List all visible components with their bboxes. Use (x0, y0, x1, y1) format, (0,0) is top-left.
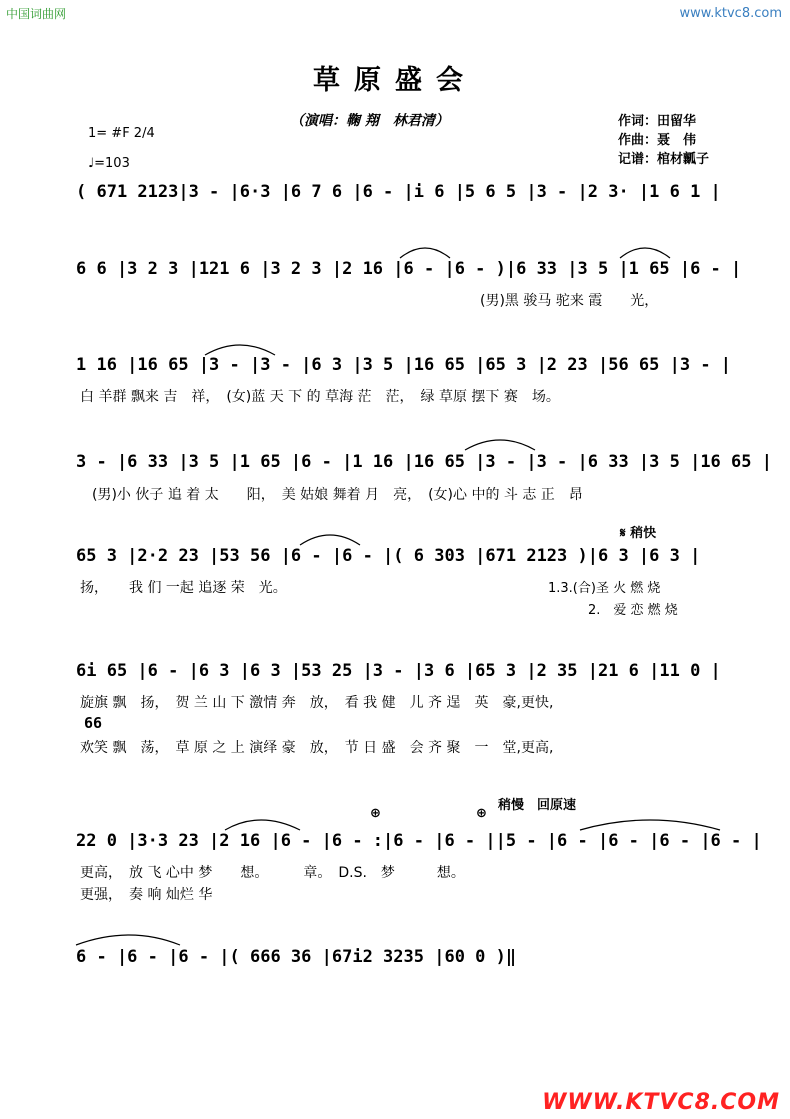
composer: 作曲：聂 伟 (618, 133, 697, 148)
score-line-7: 22 0 |3·3 23 |2 16 |6 - |6 - :|6 - |6 - ||5 - |6 - |6 - |6 - |6 - | (76, 831, 762, 851)
site-url: www.ktvc8.com (679, 6, 782, 21)
score-line-1: ( 671 2123|3 - |6·3 |6 7 6 |6 - |i 6 |5 6 5 |3 - |2 3· |1 6 1 | (76, 182, 721, 202)
watermark: WWW.KTVC8.COM (542, 1090, 780, 1115)
lyric-line: 欢笑 飘 荡， 草 原 之 上 演绎 豪 放， 节 日 盛 会 齐 聚 一 堂,更高, (80, 740, 554, 756)
singers: （演唱：鞠 翔 林君清） (290, 113, 449, 129)
coda-mark: ⊕ (370, 806, 381, 821)
lyric-line: 更高， 放 飞 心中 梦 想。 章。 D.S. 梦 想。 (80, 865, 465, 881)
segno-fast-mark: 𝄋 稍快 (620, 526, 657, 541)
site-name: 中国词曲网 (6, 7, 67, 21)
tempo-change-mark: 稍慢 回原速 (498, 798, 577, 813)
lyric-line: (男)小 伙子 追 着 太 阳， 美 姑娘 舞着 月 亮， (女)心 中的 斗 志 正 昂 (92, 487, 583, 503)
lyric-line: 白 羊群 飘来 吉 祥， (女)蓝 天 下 的 草海 茫 茫， 绿 草原 摆下 赛 场。 (80, 389, 560, 405)
song-title: 草原盛会 (313, 65, 477, 96)
transcriber: 记谱：棺材瓤子 (618, 152, 710, 167)
lyric-line: 更强， 奏 响 灿烂 华 (80, 887, 213, 903)
key-signature: 1= #F 2/4 (88, 126, 155, 141)
alt-notes: 66 (84, 714, 103, 732)
score-line-8: 6 - |6 - |6 - |( 666 36 |67i2 3235 |60 0 )‖ (76, 947, 517, 967)
lyricist: 作词：田留华 (618, 114, 697, 129)
tempo-marking: ♩=103 (88, 156, 130, 171)
score-line-4: 3 - |6 33 |3 5 |1 65 |6 - |1 16 |16 65 |3 - |3 - |6 33 |3 5 |16 65 | (76, 452, 772, 472)
lyric-line: (男)黑 骏马 驼来 霞 光， (480, 293, 659, 309)
lyric-line: 旋旗 飘 扬， 贺 兰 山 下 激情 奔 放， 看 我 健 儿 齐 逞 英 豪,更快, (80, 695, 554, 711)
score-line-5: 65 3 |2·2 23 |53 56 |6 - |6 - |( 6 303 |671 2123 )|6 3 |6 3 | (76, 546, 701, 566)
lyric-line: 2. 爱 恋 燃 烧 (588, 603, 678, 618)
coda-mark: ⊕ (476, 806, 487, 821)
lyric-line: 扬， 我 们 一起 追逐 荣 光。 (80, 580, 287, 596)
score-line-2: 6 6 |3 2 3 |121 6 |3 2 3 |2 16 |6 - |6 - )|6 33 |3 5 |1 65 |6 - | (76, 259, 742, 279)
score-line-3: 1 16 |16 65 |3 - |3 - |6 3 |3 5 |16 65 |65 3 |2 23 |56 65 |3 - | (76, 355, 732, 375)
score-line-6: 6i 65 |6 - |6 3 |6 3 |53 25 |3 - |3 6 |65 3 |2 35 |21 6 |11 0 | (76, 661, 721, 681)
lyric-line: 1.3.(合)圣 火 燃 烧 (548, 581, 661, 596)
